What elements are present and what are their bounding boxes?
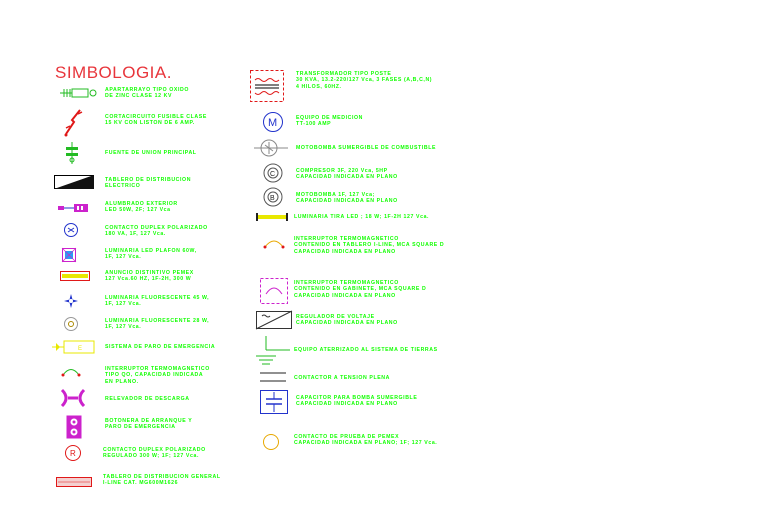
fluorescent-45w-icon [64, 294, 78, 308]
pemex-sign-icon [60, 271, 90, 281]
motor-pump-icon [262, 187, 284, 207]
emergency-stop-icon [52, 339, 96, 355]
contactor-icon [260, 370, 286, 384]
label-pemex-test-outlet: CONTACTO DE PRUEBA DE PEMEX CAPACIDAD INDICADA EN PLANO; 1F; 127 Vca. [294, 434, 438, 447]
label-breaker-square-d: INTERRUPTOR TERMOMAGNETICO CONTENIDO EN TABLERO I-LINE, MCA SQUARE D CAPACIDAD INDICADA EN PLANO [294, 236, 445, 255]
fluorescent-28w-icon [63, 316, 79, 332]
label-exterior-light: ALUMBRADO EXTERIOR LED 50W, 2F; 127 Vca [105, 201, 178, 214]
duplex-outlet-r-icon [64, 444, 82, 462]
relay-icon [60, 388, 86, 408]
page-title: SIMBOLOGIA. [55, 63, 172, 82]
svg-text:E: E [78, 346, 83, 352]
label-transformer: TRANSFORMADOR TIPO POSTE 30 KVA, 13.2-220/127 Vca, 3 FASES (A,B,C,N) 4 HILOS, 60HZ. [296, 71, 433, 90]
fuse-cutout-icon [60, 108, 86, 138]
label-breaker: INTERRUPTOR TERMOMAGNETICO TIPO QO, CAPACIDAD INDICADA EN PLANO. [105, 366, 210, 385]
svg-text:R: R [70, 449, 76, 458]
general-panel-icon [56, 477, 92, 487]
breaker-cabinet-icon [260, 278, 288, 304]
exterior-light-icon [58, 202, 90, 214]
label-contactor: CONTACTOR A TENSION PLENA [294, 375, 390, 381]
label-duplex-r: CONTACTO DUPLEX POLARIZADO REGULADO 300 W; 1F; 127 Vca. [103, 447, 206, 460]
svg-text:B: B [270, 195, 275, 202]
label-compressor: COMPRESOR 3F, 220 Vca, 5HP CAPACIDAD INDICADA EN PLANO [296, 168, 398, 181]
submersible-pump-icon [254, 138, 288, 158]
svg-text:M: M [268, 117, 278, 129]
label-emergency-stop: SISTEMA DE PARO DE EMERGENCIA [105, 344, 216, 350]
transformer-icon [250, 70, 284, 102]
label-motor-pump: MOTOBOMBA 1F, 127 Vca; CAPACIDAD INDICADA EN PLANO [296, 192, 398, 205]
label-general-panel: TABLERO DE DISTRIBUCION GENERAL I-LINE CAT. MG600M1626 [103, 474, 221, 487]
led-panel-light-icon [62, 248, 76, 262]
label-capacitor: CAPACITOR PARA BOMBA SUMERGIBLE CAPACIDAD INDICADA EN PLANO [296, 395, 418, 408]
duplex-outlet-icon [63, 222, 79, 238]
meter-icon [262, 111, 284, 133]
label-fluorescent-28: LUMINARIA FLUORESCENTE 28 W, 1F, 127 Vca. [105, 318, 210, 331]
pemex-test-outlet-icon [262, 433, 280, 451]
breaker-square-d-icon [262, 236, 286, 250]
voltage-regulator-icon [256, 311, 292, 329]
distribution-board-icon [54, 175, 94, 189]
label-start-stop: BOTONERA DE ARRANQUE Y PARO DE EMERGENCIA [105, 418, 193, 431]
label-voltage-regulator: REGULADOR DE VOLTAJE CAPACIDAD INDICADA EN PLANO [296, 314, 398, 327]
compressor-icon [262, 163, 284, 183]
label-submersible-pump: MOTOBOMBA SUMERGIBLE DE COMBUSTIBLE [296, 145, 437, 151]
label-main-fuse: FUENTE DE UNION PRINCIPAL [105, 150, 197, 156]
label-led-panel: LUMINARIA LED PLAFON 60W, 1F, 127 Vca. [105, 248, 197, 261]
led-strip-icon [256, 213, 288, 221]
label-fluorescent-45: LUMINARIA FLUORESCENTE 45 W, 1F, 127 Vca. [105, 295, 210, 308]
capacitor-icon [260, 390, 288, 414]
label-distribution-board: TABLERO DE DISTRIBUCION ELECTRICO [105, 177, 192, 190]
label-surge-arrester: APARTARRAYO TIPO OXIDO DE ZINC CLASE 12 KV [105, 87, 190, 100]
ground-icon [256, 336, 290, 368]
breaker-icon [60, 366, 82, 378]
label-led-strip: LUMINARIA TIRA LED ; 18 W; 1F-2H 127 Vca. [294, 214, 430, 220]
label-duplex-outlet: CONTACTO DUPLEX POLARIZADO 180 VA, 1F, 127 Vca. [105, 225, 208, 238]
start-stop-button-icon [66, 415, 82, 439]
label-relay: RELEVADOR DE DESCARGA [105, 396, 190, 402]
label-breaker-cabinet: INTERRUPTOR TERMOMAGNETICO CONTENIDO EN GABINETE, MCA SQUARE D CAPACIDAD INDICADA EN PLANO [294, 280, 427, 299]
label-pemex-sign: ANUNCIO DISTINTIVO PEMEX 127 Vca.60 HZ, 1F-2H, 300 W [105, 270, 194, 283]
label-fuse-cutout: CORTACIRCUITO FUSIBLE CLASE 15 KV CON LISTON DE 6 AMP. [105, 114, 207, 127]
main-fuse-icon [64, 142, 80, 164]
svg-text:C: C [270, 171, 276, 178]
surge-arrester-icon [58, 86, 98, 100]
label-ground: EQUIPO ATERRIZADO AL SISTEMA DE TIERRAS [294, 347, 438, 353]
label-meter: EQUIPO DE MEDICION TT-100 AMP [296, 115, 364, 128]
